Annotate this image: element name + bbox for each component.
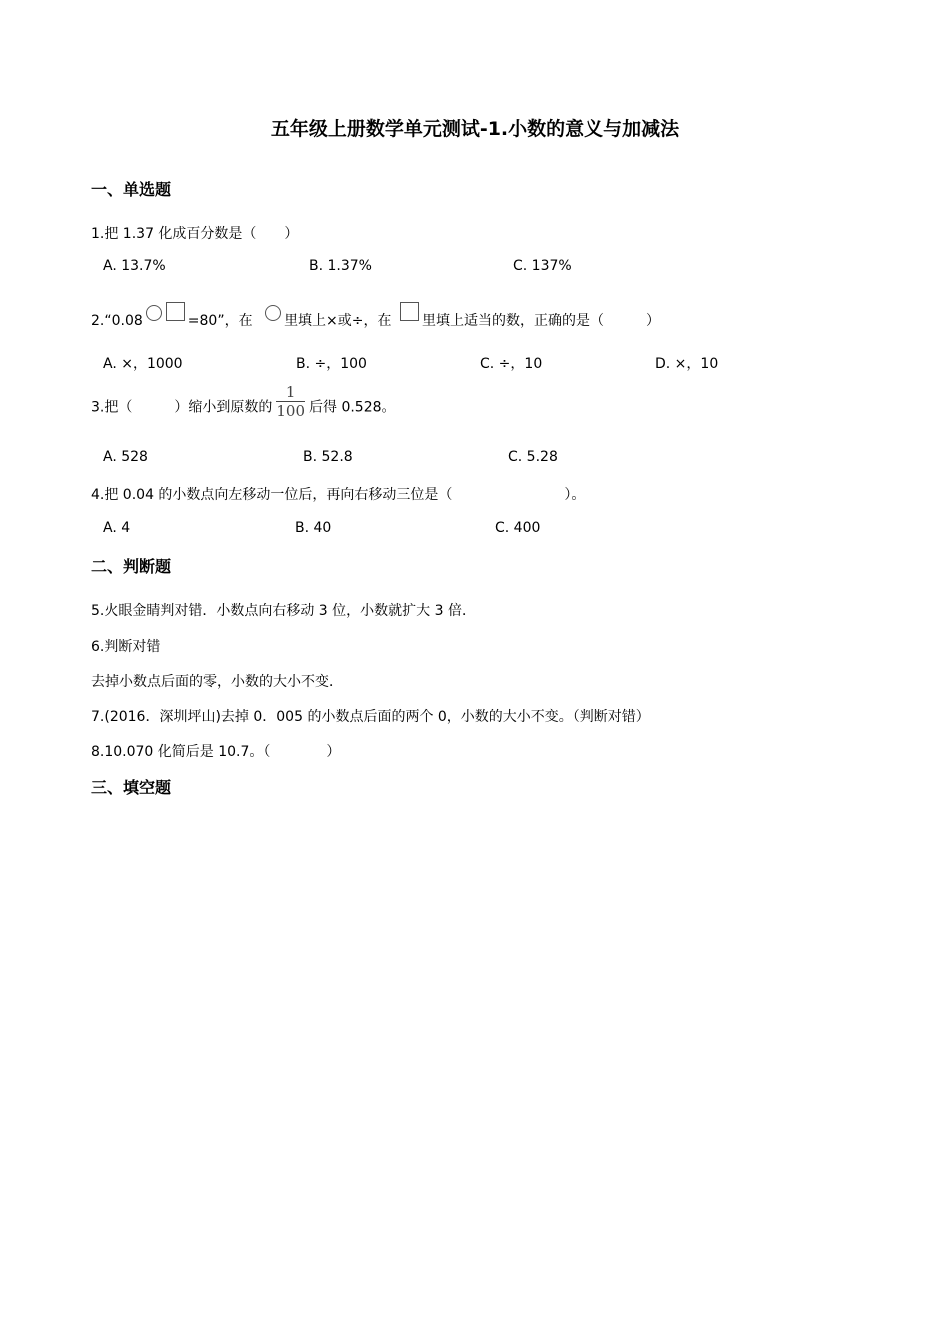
fraction-numerator: 1 (285, 383, 296, 401)
q2-option-d: D. ×，10 (655, 356, 719, 372)
fraction-denominator: 100 (276, 402, 305, 420)
section-heading-fill-in: 三、填空题 (91, 778, 172, 797)
q2-text-part2: =80”，在 (187, 313, 253, 329)
question-4: 4.把 0.04 的小数点向左移动一位后，再向右移动三位是（ ）。 (91, 487, 586, 503)
q2-text-part1: 2.“0.08 (91, 313, 143, 329)
question-1: 1.把 1.37 化成百分数是（ ） (91, 226, 299, 242)
q4-option-c: C. 400 (495, 520, 541, 536)
question-3 (91, 383, 396, 425)
q3-option-b: B. 52.8 (303, 449, 353, 465)
question-6: 6.判断对错 (91, 639, 161, 655)
q1-option-a: A. 13.7% (103, 258, 166, 274)
question-6-statement: 去掉小数点后面的零，小数的大小不变． (91, 674, 343, 690)
square-icon (400, 302, 419, 321)
q1-option-c: C. 137% (513, 258, 572, 274)
circle-icon (146, 305, 162, 321)
q2-option-a: A. ×，1000 (103, 356, 183, 372)
q2-text-part4: 里填上适当的数，正确的是（ ） (421, 313, 660, 329)
page-title: 五年级上册数学单元测试-1.小数的意义与加减法 (270, 118, 680, 140)
q3-option-c: C. 5.28 (508, 449, 558, 465)
section-heading-single-choice: 一、单选题 (91, 180, 172, 199)
square-icon (166, 302, 185, 321)
q2-option-b: B. ÷，100 (296, 356, 367, 372)
question-5: 5.火眼金睛判对错．小数点向右移动 3 位，小数就扩大 3 倍． (91, 603, 476, 619)
q3-option-a: A. 528 (103, 449, 148, 465)
q3-text-part2: 后得 0.528。 (309, 399, 396, 416)
q2-option-c: C. ÷，10 (480, 356, 543, 372)
question-2 (91, 302, 660, 330)
q1-option-b: B. 1.37% (309, 258, 372, 274)
section-heading-true-false: 二、判断题 (91, 557, 172, 576)
q3-text-part1: 3.把（ ）缩小到原数的 (91, 399, 273, 416)
fraction (276, 384, 305, 419)
question-7: 7.(2016．深圳坪山)去掉 0．005 的小数点后面的两个 0，小数的大小不变。（判断对错） (91, 709, 650, 725)
question-8: 8.10.070 化简后是 10.7。（ ） (91, 744, 341, 760)
q4-option-a: A. 4 (103, 520, 131, 536)
q4-option-b: B. 40 (295, 520, 332, 536)
circle-icon (265, 305, 281, 321)
q2-text-part3: 里填上×或÷，在 (284, 313, 392, 329)
